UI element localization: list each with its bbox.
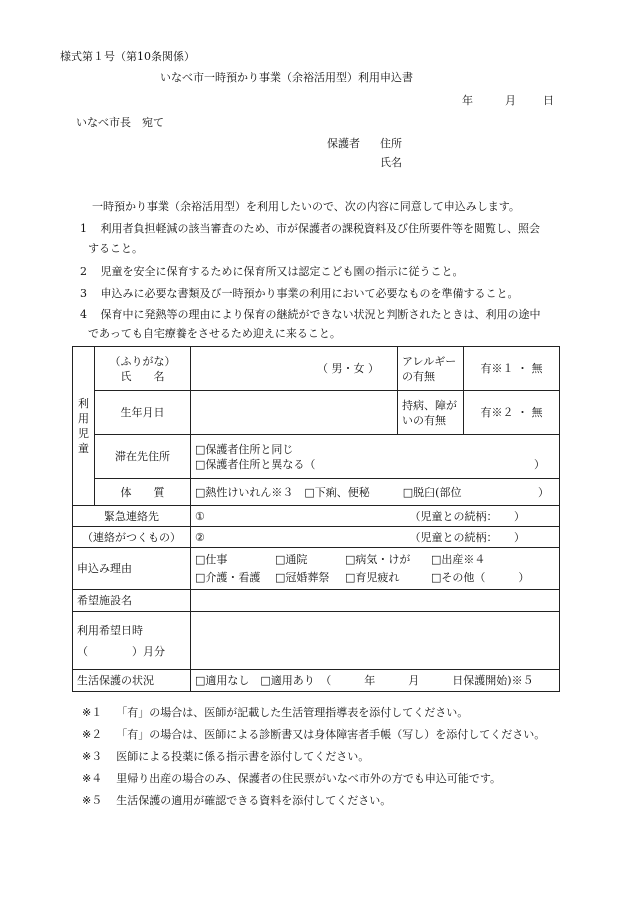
reason-ceremony-option[interactable]: □冠婚葬祭 bbox=[275, 570, 330, 584]
row-birthdate bbox=[73, 391, 560, 435]
reason-hospital-option[interactable]: □通院 bbox=[275, 552, 308, 566]
allergy-label: アレルギーの有無 bbox=[398, 347, 464, 391]
consent-item-4 bbox=[80, 308, 541, 322]
furigana-label: （ふりがな） bbox=[109, 354, 176, 368]
birthdate-label: 生年月日 bbox=[95, 391, 191, 435]
consent-item-2 bbox=[80, 265, 464, 279]
reason-other-option[interactable]: □その他（ ） bbox=[431, 570, 530, 584]
gender-options[interactable]: （ 男・女 ） bbox=[317, 362, 379, 375]
guardian-label: 保護者 bbox=[327, 137, 360, 150]
residence-different-option[interactable]: □保護者住所と異なる（ ） bbox=[195, 457, 545, 471]
residence-same-option[interactable]: □保護者住所と同じ bbox=[195, 442, 294, 456]
date-day-label: 日 bbox=[543, 94, 554, 107]
reason-label: 申込み理由 bbox=[73, 548, 191, 590]
relation-2[interactable]: （児童との続柄： ） bbox=[409, 530, 525, 544]
consent-num: 1 bbox=[80, 222, 87, 235]
datetime-label-cell bbox=[73, 612, 191, 670]
row-welfare bbox=[73, 670, 560, 692]
emergency-contact-1[interactable]: ① （児童との続柄： ） bbox=[191, 506, 560, 527]
application-form-table bbox=[72, 346, 560, 692]
child-name-field[interactable] bbox=[191, 347, 398, 391]
note-3: ※３ 医師による投薬に係る指示書を添付してください。 bbox=[82, 750, 370, 763]
row-name bbox=[73, 347, 560, 391]
consent-item-4-cont: であっても自宅療養をさせるため迎えに来ること。 bbox=[88, 327, 341, 340]
reason-work-option[interactable]: □仕事 bbox=[195, 552, 228, 566]
consent-item-3 bbox=[80, 287, 519, 301]
addressee: いなべ市長 宛て bbox=[76, 116, 164, 129]
constitution-label: 体 質 bbox=[95, 479, 191, 506]
datetime-label: 利用希望日時 bbox=[77, 623, 143, 637]
consent-text: 申込みに必要な書類及び一時預かり事業の利用において必要なものを準備すること。 bbox=[100, 287, 519, 300]
consent-item-1-cont: すること。 bbox=[88, 242, 143, 255]
row-reason bbox=[73, 548, 560, 590]
illness-options[interactable]: 有※２ ・ 無 bbox=[464, 391, 560, 435]
row-facility bbox=[73, 590, 560, 612]
note-1: ※１ 「有」の場合は、医師が記載した生活管理指導表を添付してください。 bbox=[82, 706, 469, 719]
reason-illness-option[interactable]: □病気・けが bbox=[345, 552, 411, 566]
datetime-field[interactable] bbox=[191, 612, 560, 670]
consent-num: 2 bbox=[80, 265, 87, 278]
reason-fatigue-option[interactable]: □育児疲れ bbox=[345, 570, 400, 584]
consent-text: 利用者負担軽減の該当審査のため、市が保護者の課税資料及び住所要件等を閲覧し、照会 bbox=[100, 222, 541, 235]
note-5: ※５ 生活保護の適用が確認できる資料を添付してください。 bbox=[82, 794, 392, 807]
welfare-label: 生活保護の状況 bbox=[73, 670, 191, 692]
reason-options[interactable] bbox=[191, 548, 560, 590]
residence-field[interactable] bbox=[191, 435, 560, 479]
consent-text: 保育中に発熱等の理由により保育の継続ができない状況と判断されたときは、利用の途中 bbox=[100, 308, 541, 321]
name-label: 氏名 bbox=[380, 156, 402, 169]
relation-1[interactable]: （児童との続柄： ） bbox=[409, 509, 525, 523]
row-emergency-1 bbox=[73, 506, 560, 527]
month-label: （ ）月分 bbox=[77, 644, 165, 658]
birthdate-field[interactable] bbox=[191, 391, 398, 435]
child-group-label: 利 用 児 童 bbox=[73, 347, 95, 506]
intro-lead: 一時預かり事業（余裕活用型）を利用したいので、次の内容に同意して申込みします。 bbox=[92, 200, 520, 213]
facility-field[interactable] bbox=[191, 590, 560, 612]
date-year-label: 年 bbox=[462, 94, 473, 107]
row-emergency-2 bbox=[73, 527, 560, 548]
row-residence bbox=[73, 435, 560, 479]
row-constitution bbox=[73, 479, 560, 506]
form-number: 様式第１号（第10条関係） bbox=[60, 50, 195, 63]
facility-label: 希望施設名 bbox=[73, 590, 191, 612]
constitution-options[interactable]: □熱性けいれん※３ □下痢、便秘 □脱臼(部位 ） bbox=[191, 479, 560, 506]
consent-item-1 bbox=[80, 222, 540, 236]
note-2: ※２ 「有」の場合は、医師による診断書又は身体障害者手帳（写し）を添付してください。 bbox=[82, 728, 546, 741]
welfare-options[interactable]: □適用なし □適用あり （ 年 月 日保護開始)※５ bbox=[191, 670, 560, 692]
reason-care-option[interactable]: □介護・看護 bbox=[195, 570, 261, 584]
consent-text: 児童を安全に保育するために保育所又は認定こども園の指示に従うこと。 bbox=[100, 265, 464, 278]
name-cell-label bbox=[95, 347, 191, 391]
consent-num: 3 bbox=[80, 287, 87, 300]
emergency-contact-2[interactable]: ② （児童との続柄： ） bbox=[191, 527, 560, 548]
date-month-label: 月 bbox=[505, 94, 516, 107]
allergy-options[interactable]: 有※１ ・ 無 bbox=[464, 347, 560, 391]
reason-birth-option[interactable]: □出産※４ bbox=[431, 552, 486, 566]
row-datetime bbox=[73, 612, 560, 670]
child-name-label: 氏 名 bbox=[120, 369, 165, 383]
emergency-sub-label: （連絡がつくもの） bbox=[73, 527, 191, 548]
illness-label: 持病、障がいの有無 bbox=[398, 391, 464, 435]
note-4: ※４ 里帰り出産の場合のみ、保護者の住民票がいなべ市外の方でも申込可能です。 bbox=[82, 772, 501, 785]
address-label: 住所 bbox=[380, 137, 402, 150]
residence-label: 滞在先住所 bbox=[95, 435, 191, 479]
form-title: いなべ市一時預かり事業（余裕活用型）利用申込書 bbox=[160, 71, 413, 84]
emergency-label: 緊急連絡先 bbox=[73, 506, 191, 527]
consent-num: 4 bbox=[80, 308, 87, 321]
